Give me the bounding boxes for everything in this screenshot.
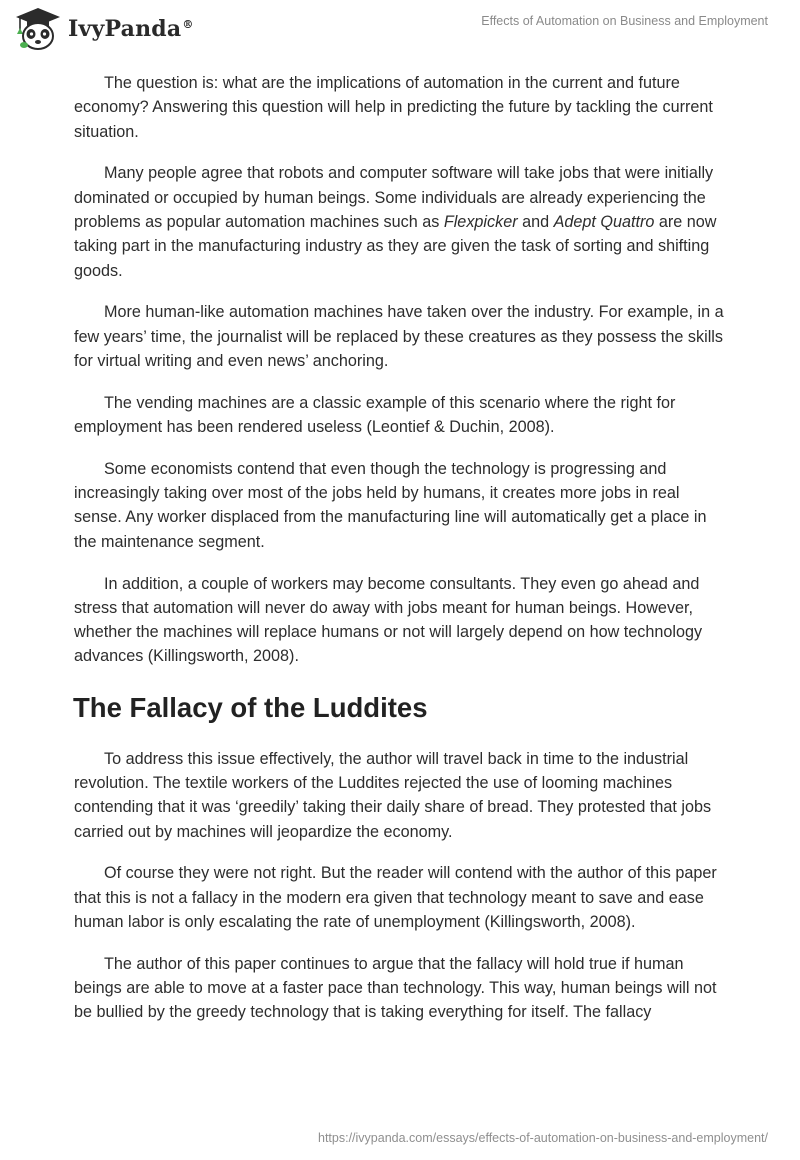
page-header — [0, 0, 800, 60]
paragraph: Many people agree that robots and computer software will take jobs that were initially dominated or occupied by human beings. Some individuals are already experiencing the problems as popular automation machines such as Flexpicker and Adept Quattro are now taking part in the manufacturing industry as they are given the task of sorting and shifting goods. — [74, 164, 717, 280]
document-title: Effects of Automation on Business and Employment — [481, 14, 768, 28]
logo-wordmark: IvyPanda® — [68, 16, 194, 42]
panda-graduate-icon — [14, 6, 62, 52]
section-heading: The Fallacy of the Luddites — [73, 691, 428, 723]
ivypanda-logo[interactable] — [14, 6, 194, 52]
paragraph: The vending machines are a classic example of this scenario where the right for employment has been rendered useless (Leontief & Duchin, 2008). — [74, 393, 676, 437]
paragraph: In addition, a couple of workers may become consultants. They even go ahead and stress that automation will never do away with jobs meant for human beings. However, whether the machines will replace humans or not will largely depend on how technology advances (Killingsworth, 2008). — [74, 574, 703, 666]
paragraph: The question is: what are the implications of automation in the current and future economy? Answering this question will help in predicting the future by tackling the current situation. — [74, 74, 713, 141]
source-url[interactable]: https://ivypanda.com/essays/effects-of-automation-on-business-and-employment/ — [318, 1131, 768, 1145]
paragraph: Of course they were not right. But the reader will contend with the author of this paper that this is not a fallacy in the modern era given that technology meant to save and ease human labor is only escalating the rate of unemployment (Killingsworth, 2008). — [74, 864, 717, 932]
essay-body — [74, 71, 730, 1042]
paragraph: To address this issue effectively, the author will travel back in time to the industrial revolution. The textile workers of the Luddites rejected the use of looming machines contending that it was ‘greedily’ taking their daily share of bread. They protested that jobs carried out by machines will jeopardize the economy. — [74, 749, 712, 841]
paragraph: The author of this paper continues to argue that the fallacy will hold true if human beings are able to move at a faster pace than technology. This way, human beings will not be bullied by the greedy technology that is taking everything for itself. The fallacy — [74, 954, 717, 1022]
italic-term: Flexpicker — [443, 212, 518, 231]
registered-mark: ® — [182, 17, 194, 31]
italic-term: Adept Quattro — [553, 212, 655, 231]
paragraph: Some economists contend that even though the technology is progressing and increasingly taking over most of the jobs held by humans, it creates more jobs in real sense. Any worker displaced from the manufacturing line will automatically get a place in the maintenance segment. — [74, 459, 707, 551]
paragraph: More human-like automation machines have taken over the industry. For example, in a few years’ time, the journalist will be replaced by these creatures as they possess the skills for virtual writing and even news’ anchoring. — [74, 303, 724, 370]
